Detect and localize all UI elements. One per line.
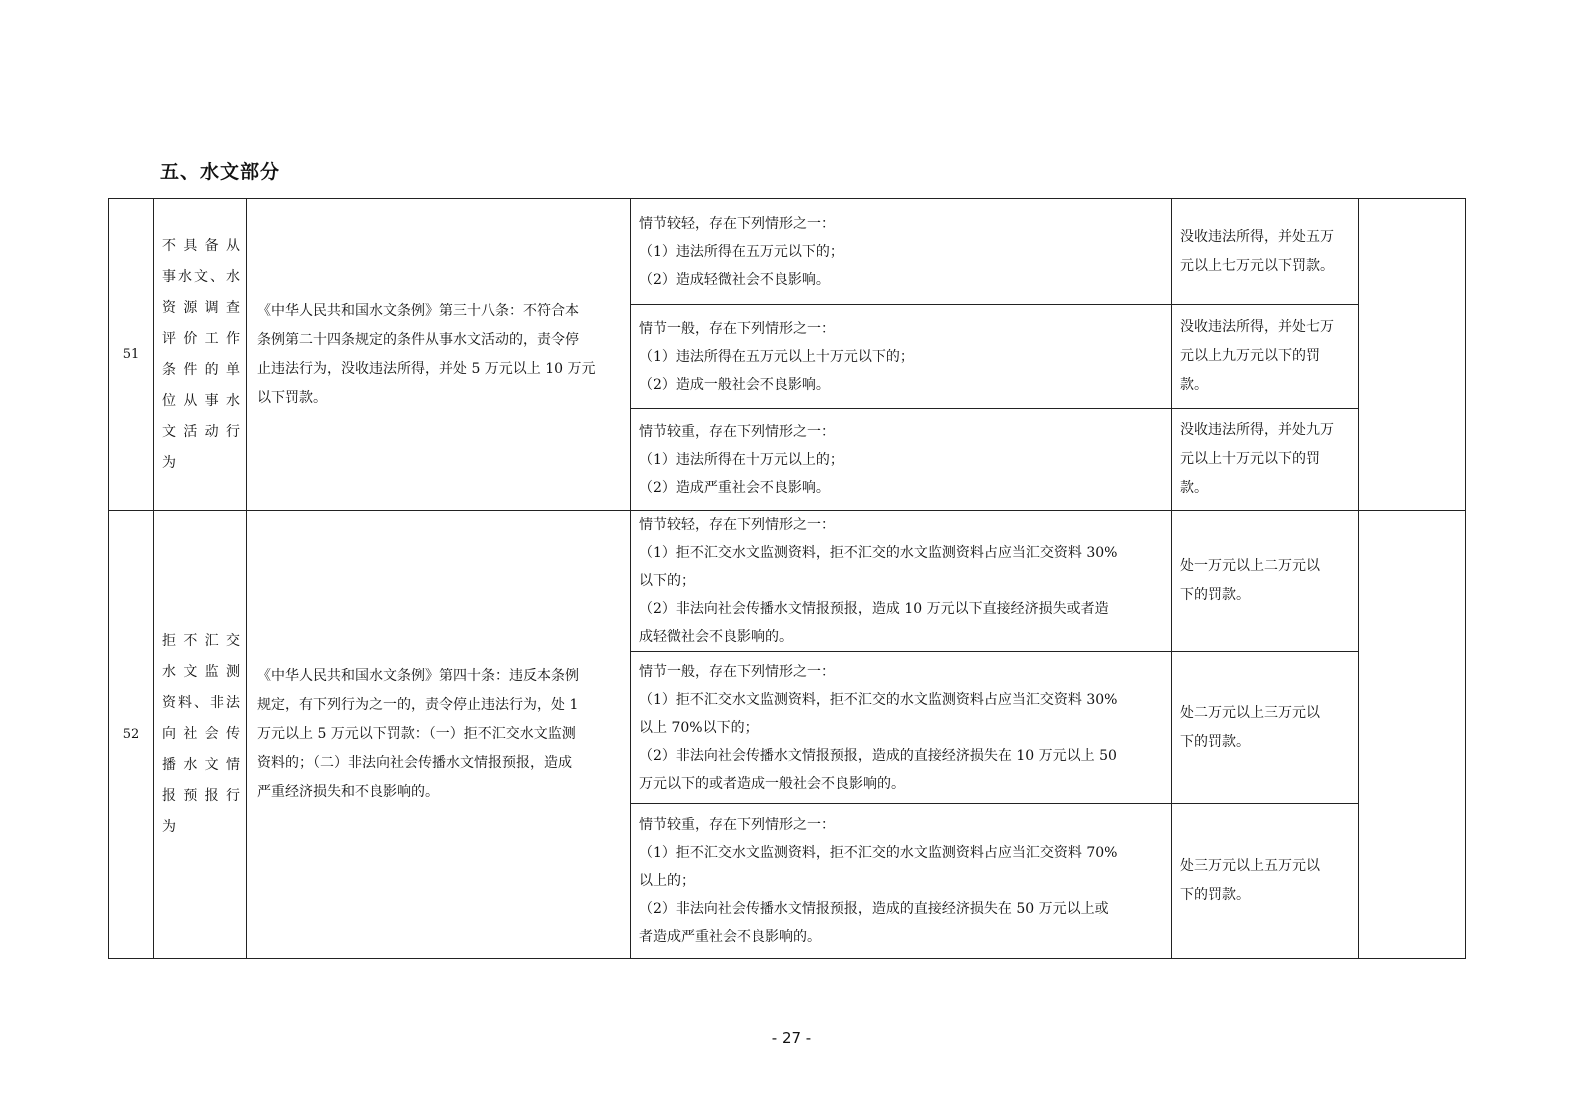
circumstance-cell	[631, 305, 1172, 409]
violation-line: 为	[162, 454, 176, 471]
penalty-line: 款。	[1180, 480, 1208, 496]
violation-line: 为	[162, 819, 176, 835]
row-number: 52	[109, 511, 154, 959]
circumstance-line: 以上的；	[639, 873, 695, 889]
violation-line: 水文监测	[162, 664, 240, 680]
circumstance-line: 成轻微社会不良影响的。	[639, 629, 793, 645]
violation-cell	[154, 199, 247, 511]
circumstance-line: （2）造成轻微社会不良影响。	[639, 271, 830, 288]
penalty-line: 下的罚款。	[1180, 887, 1250, 903]
circumstance-line: 情节较重，存在下列情形之一：	[639, 817, 835, 833]
circumstance-line: （1）违法所得在十万元以上的；	[639, 451, 844, 468]
penalty-cell	[1172, 804, 1359, 959]
violation-line: 资源调查	[162, 299, 240, 316]
circumstance-cell	[631, 652, 1172, 804]
penalty-cell	[1172, 305, 1359, 409]
penalty-cell	[1172, 199, 1359, 305]
violation-line: 文活动行	[162, 423, 240, 440]
basis-line: 《中华人民共和国水文条例》第四十条：违反本条例	[257, 668, 579, 684]
circumstance-cell	[631, 409, 1172, 511]
violation-line: 不具备从	[162, 237, 240, 254]
penalty-line: 款。	[1180, 377, 1208, 393]
circumstance-line: 情节一般，存在下列情形之一：	[639, 320, 835, 337]
violation-line: 向社会传	[162, 726, 240, 742]
table-row	[109, 199, 1466, 305]
penalty-line: 元以上九万元以下的罚	[1180, 348, 1320, 364]
violation-line: 事水文、水	[162, 268, 240, 285]
circumstance-line: （1）违法所得在五万元以下的；	[639, 243, 844, 260]
circumstance-line: 以上 70%以下的；	[639, 719, 759, 736]
violation-line: 资料、非法	[162, 695, 240, 711]
circumstance-line: （1）拒不汇交水文监测资料，拒不汇交的水文监测资料占应当汇交资料 70%	[639, 845, 1118, 861]
penalty-line: 没收违法所得，并处九万	[1180, 422, 1334, 438]
penalty-cell	[1172, 511, 1359, 652]
basis-line: 万元以上 5 万元以下罚款：（一）拒不汇交水文监测	[257, 726, 576, 742]
circumstance-line: （2）造成一般社会不良影响。	[639, 376, 830, 393]
basis-line: 以下罚款。	[257, 389, 327, 406]
basis-line: 严重经济损失和不良影响的。	[257, 784, 439, 800]
basis-line: 条例第二十四条规定的条件从事水文活动的，责令停	[257, 331, 579, 348]
penalty-line: 没收违法所得，并处七万	[1180, 319, 1334, 335]
penalty-cell	[1172, 652, 1359, 804]
circumstance-line: 情节一般，存在下列情形之一：	[639, 663, 835, 680]
circumstance-line: （1）拒不汇交水文监测资料，拒不汇交的水文监测资料占应当汇交资料 30%	[639, 545, 1118, 561]
basis-line: 止违法行为，没收违法所得，并处 5 万元以上 10 万元	[257, 360, 596, 377]
circumstance-cell	[631, 511, 1172, 652]
penalty-line: 下的罚款。	[1180, 587, 1250, 603]
page-number: - 27 -	[771, 1029, 812, 1047]
basis-line: 《中华人民共和国水文条例》第三十八条：不符合本	[257, 302, 579, 319]
penalty-table	[108, 198, 1466, 959]
penalty-line: 处一万元以上二万元以	[1180, 558, 1320, 574]
remarks-cell	[1359, 199, 1466, 511]
table-row	[109, 511, 1466, 652]
circumstance-line: （1）拒不汇交水文监测资料，拒不汇交的水文监测资料占应当汇交资料 30%	[639, 691, 1118, 708]
basis-line: 资料的；（二）非法向社会传播水文情报预报，造成	[257, 755, 572, 771]
section-title: 五、水文部分	[160, 161, 281, 183]
penalty-line: 处二万元以上三万元以	[1180, 704, 1320, 721]
penalty-line: 处三万元以上五万元以	[1180, 858, 1320, 874]
circumstance-line: 以下的；	[639, 573, 695, 589]
penalty-line: 元以上七万元以下罚款。	[1180, 257, 1334, 274]
row-number: 51	[109, 199, 154, 511]
circumstance-line: （1）违法所得在五万元以上十万元以下的；	[639, 348, 914, 365]
penalty-line: 没收违法所得，并处五万	[1180, 228, 1334, 245]
violation-line: 评价工作	[162, 330, 240, 347]
legal-basis-cell	[247, 511, 631, 959]
violation-line: 条件的单	[162, 361, 240, 378]
violation-line: 报预报行	[162, 788, 240, 804]
violation-cell	[154, 511, 247, 959]
violation-line: 拒不汇交	[162, 633, 240, 649]
remarks-cell	[1359, 511, 1466, 959]
circumstance-line: （2）非法向社会传播水文情报预报，造成的直接经济损失在 10 万元以上 50	[639, 747, 1117, 764]
legal-basis-cell	[247, 199, 631, 511]
penalty-line: 元以上十万元以下的罚	[1180, 451, 1320, 467]
circumstance-line: 情节较轻，存在下列情形之一：	[639, 215, 835, 232]
circumstance-cell	[631, 199, 1172, 305]
violation-line: 播水文情	[162, 757, 240, 773]
circumstance-cell	[631, 804, 1172, 959]
circumstance-line: 万元以下的或者造成一般社会不良影响的。	[639, 775, 905, 792]
circumstance-line: （2）非法向社会传播水文情报预报，造成的直接经济损失在 50 万元以上或	[639, 901, 1109, 917]
penalty-line: 下的罚款。	[1180, 733, 1250, 750]
circumstance-line: （2）非法向社会传播水文情报预报，造成 10 万元以下直接经济损失或者造	[639, 601, 1109, 617]
circumstance-line: 情节较轻，存在下列情形之一：	[639, 517, 835, 533]
circumstance-line: 情节较重，存在下列情形之一：	[639, 423, 835, 440]
basis-line: 规定，有下列行为之一的，责令停止违法行为，处 1	[257, 697, 579, 713]
circumstance-line: （2）造成严重社会不良影响。	[639, 479, 830, 496]
penalty-cell	[1172, 409, 1359, 511]
violation-line: 位从事水	[162, 392, 240, 409]
circumstance-line: 者造成严重社会不良影响的。	[639, 929, 821, 945]
